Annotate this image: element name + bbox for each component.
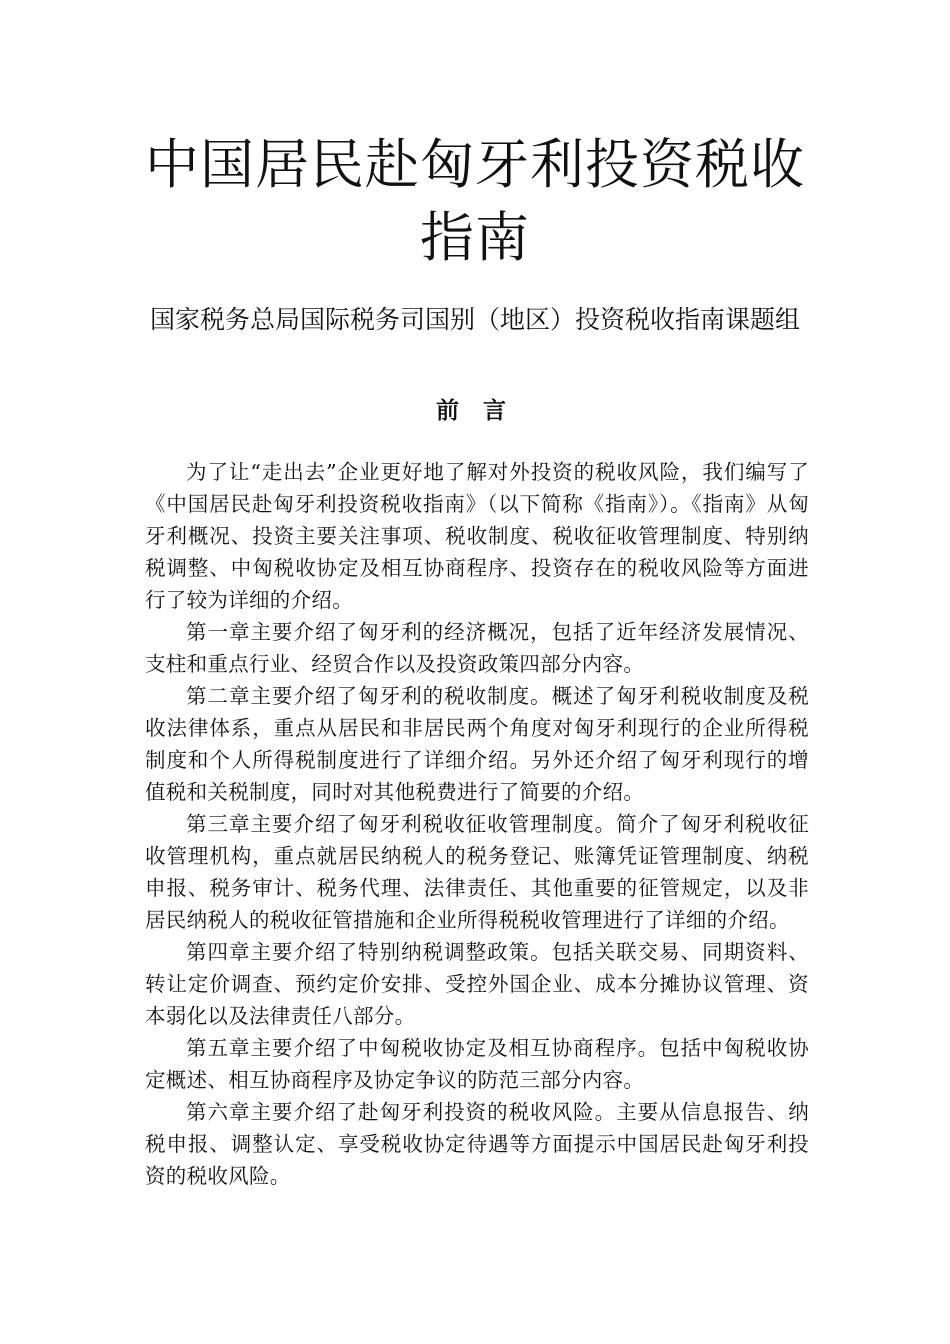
preface-paragraph: 第一章主要介绍了匈牙利的经济概况，包括了近年经济发展情况、支柱和重点行业、经贸合作以及投资政策四部分内容。 bbox=[145, 620, 809, 676]
preface-body bbox=[145, 456, 809, 1192]
preface-paragraph: 第四章主要介绍了特别纳税调整政策。包括关联交易、同期资料、转让定价调查、预约定价安排、受控外国企业、成本分摊协议管理、资本弱化以及法律责任八部分。 bbox=[145, 940, 809, 1028]
preface-paragraph: 第三章主要介绍了匈牙利税收征收管理制度。简介了匈牙利税收征收管理机构，重点就居民纳税人的税务登记、账簿凭证管理制度、纳税申报、税务审计、税务代理、法律责任、其他重要的征管规定，以及非居民纳税人的税收征管措施和企业所得税税收管理进行了详细的介绍。 bbox=[145, 812, 809, 932]
document-title: 中国居民赴匈牙利投资税收指南 bbox=[145, 133, 805, 269]
preface-paragraph: 第五章主要介绍了中匈税收协定及相互协商程序。包括中匈税收协定概述、相互协商程序及协定争议的防范三部分内容。 bbox=[145, 1036, 809, 1092]
document-author: 国家税务总局国际税务司国别（地区）投资税收指南课题组 bbox=[149, 305, 800, 334]
preface-paragraph: 第二章主要介绍了匈牙利的税收制度。概述了匈牙利税收制度及税收法律体系，重点从居民和非居民两个角度对匈牙利现行的企业所得税制度和个人所得税制度进行了详细介绍。另外还介绍了匈牙利现行的增值税和关税制度，同时对其他税费进行了简要的介绍。 bbox=[145, 684, 809, 804]
preface-paragraph: 为了让“走出去”企业更好地了解对外投资的税收风险，我们编写了《中国居民赴匈牙利投资税收指南》（以下简称《指南》）。《指南》从匈牙利概况、投资主要关注事项、税收制度、税收征收管理制度、特别纳税调整、中匈税收协定及相互协商程序、投资存在的税收风险等方面进行了较为详细的介绍。 bbox=[145, 460, 809, 612]
preface-paragraph: 第六章主要介绍了赴匈牙利投资的税收风险。主要从信息报告、纳税申报、调整认定、享受税收协定待遇等方面提示中国居民赴匈牙利投资的税收风险。 bbox=[145, 1100, 809, 1188]
preface-heading: 前 言 bbox=[435, 398, 514, 424]
